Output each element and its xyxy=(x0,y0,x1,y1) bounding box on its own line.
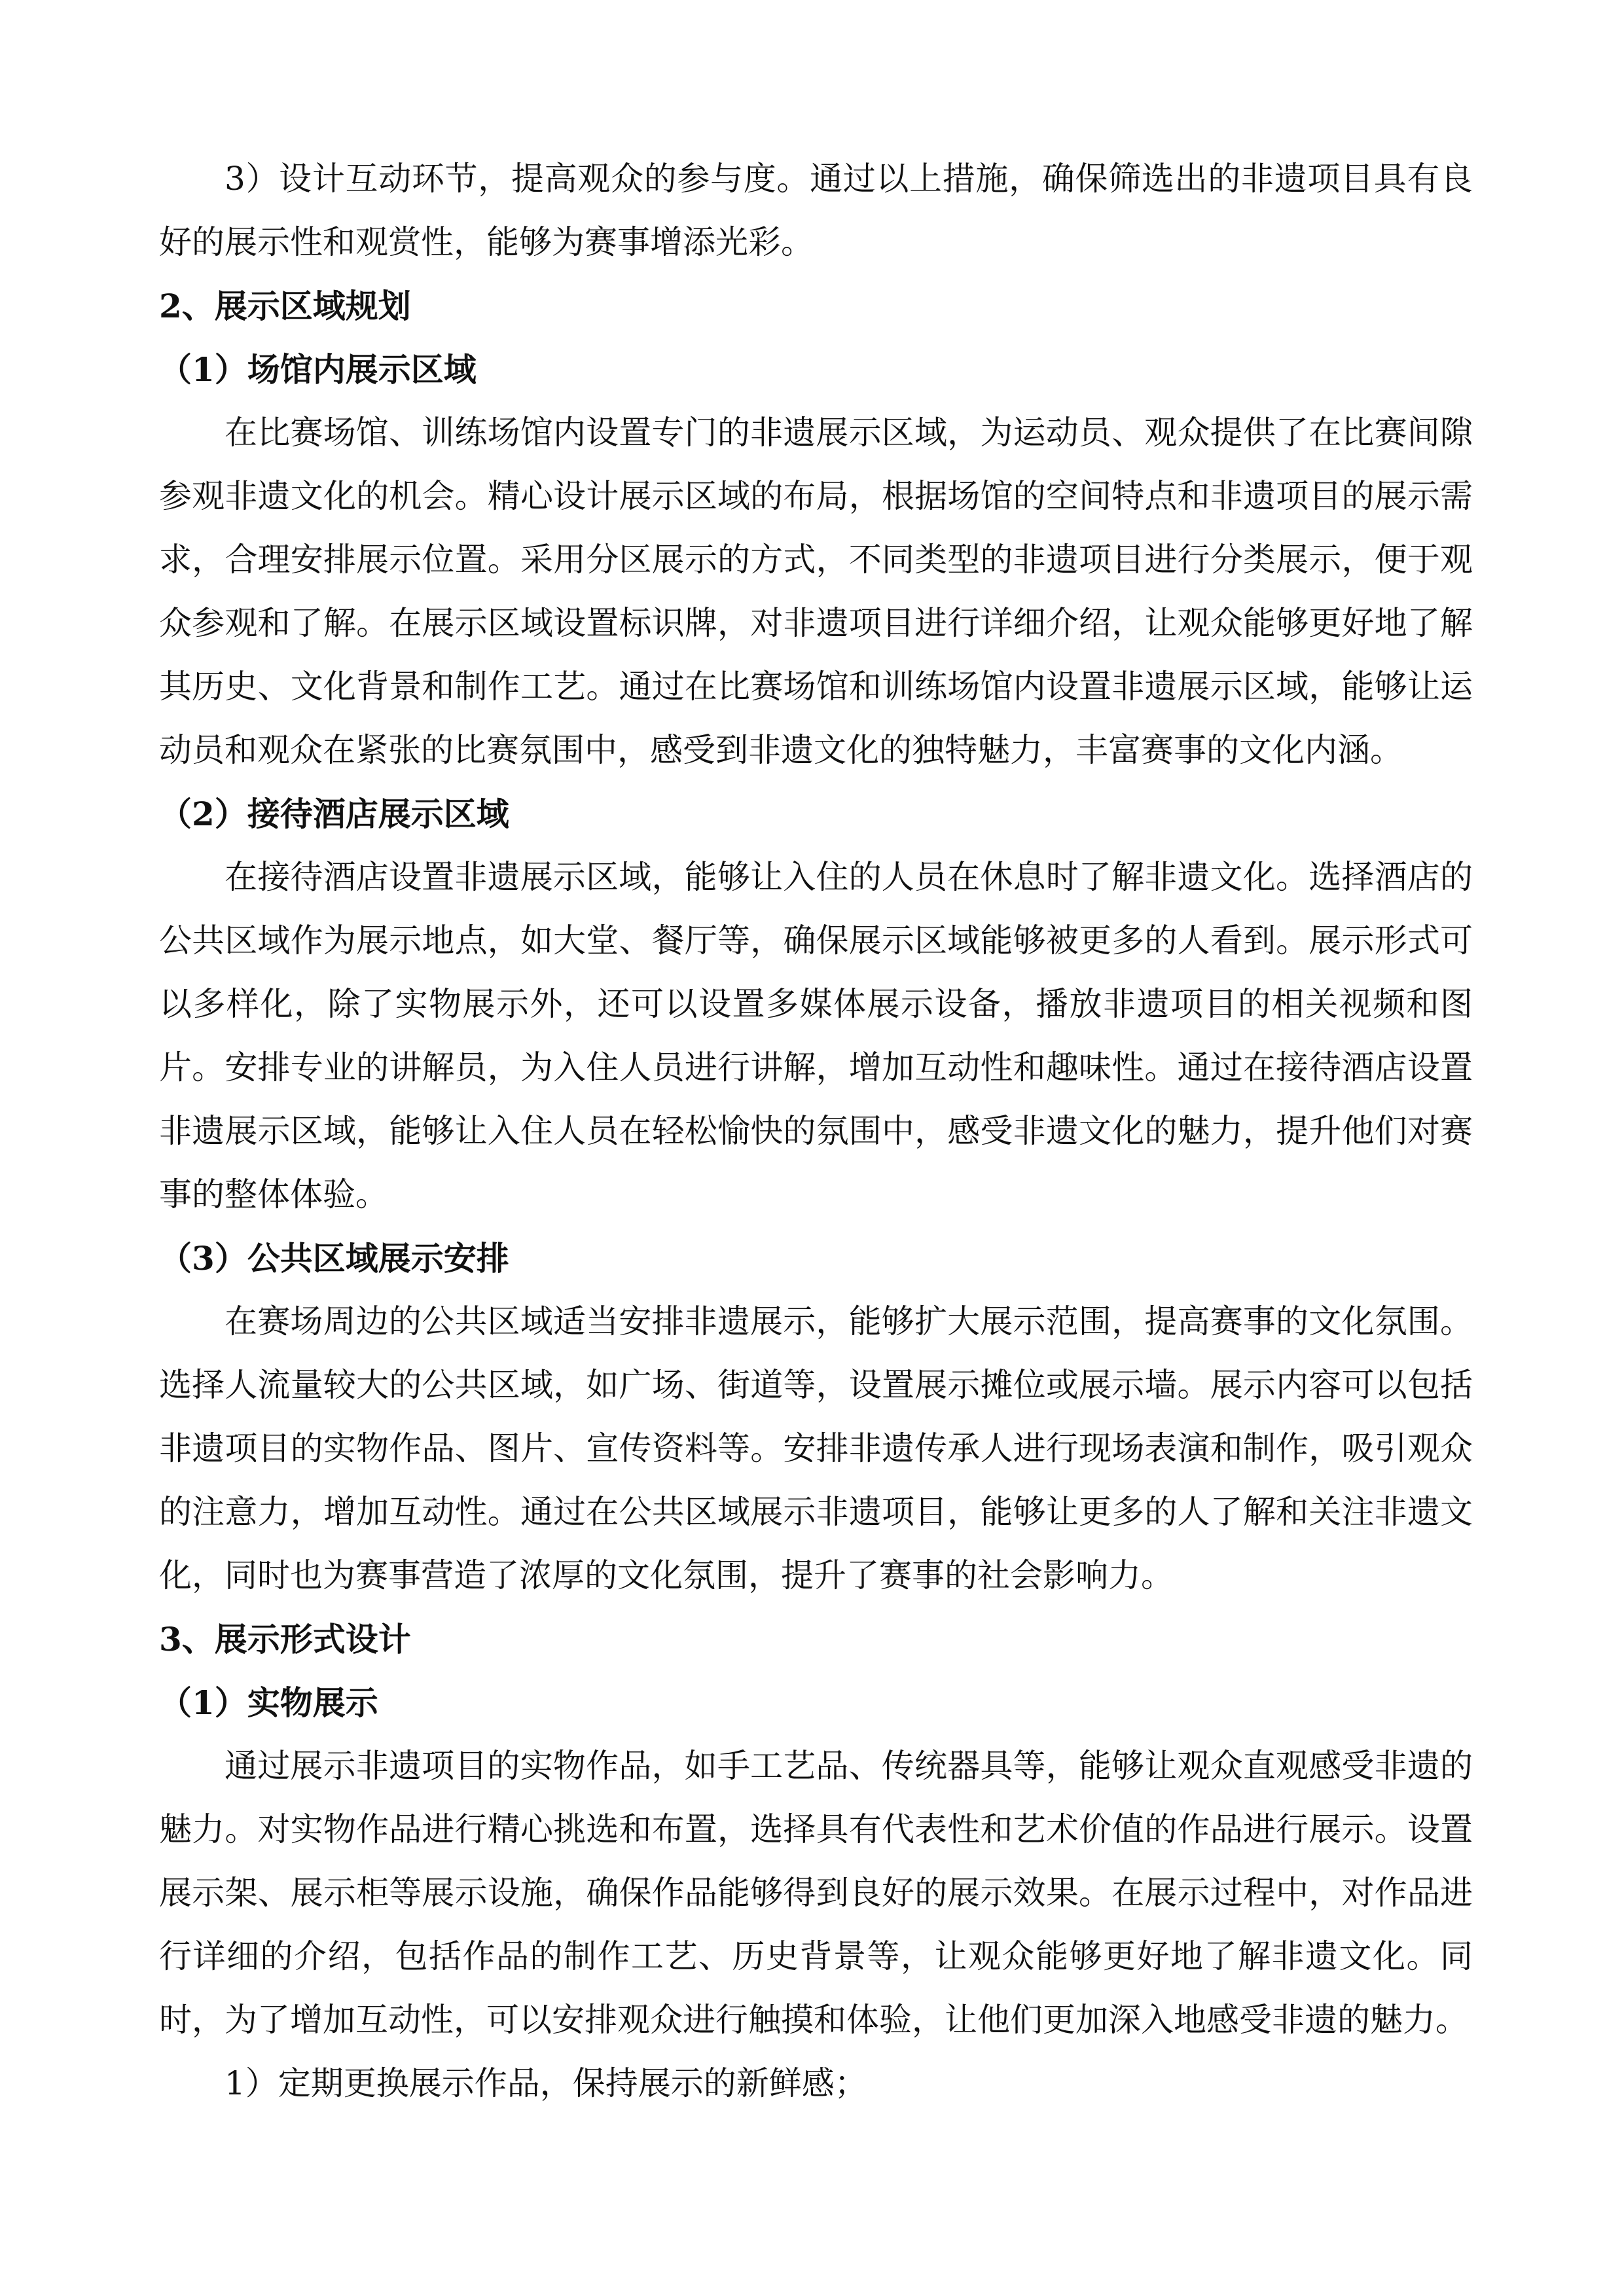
heading-venue-display-area: （1）场馆内展示区域 xyxy=(159,350,477,389)
paragraph-interactive-measures: 3）设计互动环节，提高观众的参与度。通过以上措施，确保筛选出的非遗项目具有良好的展示性和观赏性，能够为赛事增添光彩。 xyxy=(159,160,1473,261)
heading-hotel-display-area: （2）接待酒店展示区域 xyxy=(159,795,509,833)
heading-public-area-display: （3）公共区域展示安排 xyxy=(159,1239,509,1278)
list-item-rotate-works: 1）定期更换展示作品，保持展示的新鲜感； xyxy=(225,2064,867,2102)
paragraph-hotel-display-area: 在接待酒店设置非遗展示区域，能够让入住的人员在休息时了解非遗文化。选择酒店的公共区域作为展示地点，如大堂、餐厅等，确保展示区域能够被更多的人看到。展示形式可以多样化，除了实物展示外，还可以设置多媒体展示设备，播放非遗项目的相关视频和图片。安排专业的讲解员，为入住人员进行讲解，增加互动性和趣味性。通过在接待酒店设置非遗展示区域，能够让入住人员在轻松愉快的氛围中，感受非遗文化的魅力，提升他们对赛事的整体体验。 xyxy=(159,858,1473,1213)
heading-display-form-design: 3、展示形式设计 xyxy=(159,1620,411,1659)
heading-physical-display: （1）实物展示 xyxy=(159,1683,378,1722)
paragraph-public-area-display: 在赛场周边的公共区域适当安排非遗展示，能够扩大展示范围，提高赛事的文化氛围。选择人流量较大的公共区域，如广场、街道等，设置展示摊位或展示墙。展示内容可以包括非遗项目的实物作品、图片、宣传资料等。安排非遗传承人进行现场表演和制作，吸引观众的注意力，增加互动性。通过在公共区域展示非遗项目，能够让更多的人了解和关注非遗文化，同时也为赛事营造了浓厚的文化氛围，提升了赛事的社会影响力。 xyxy=(159,1302,1473,1594)
heading-display-area-planning: 2、展示区域规划 xyxy=(159,287,411,325)
paragraph-venue-display-area: 在比赛场馆、训练场馆内设置专门的非遗展示区域，为运动员、观众提供了在比赛间隙参观非遗文化的机会。精心设计展示区域的布局，根据场馆的空间特点和非遗项目的展示需求，合理安排展示位置。采用分区展示的方式，不同类型的非遗项目进行分类展示，便于观众参观和了解。在展示区域设置标识牌，对非遗项目进行详细介绍，让观众能够更好地了解其历史、文化背景和制作工艺。通过在比赛场馆和训练场馆内设置非遗展示区域，能够让运动员和观众在紧张的比赛氛围中，感受到非遗文化的独特魅力，丰富赛事的文化内涵。 xyxy=(159,414,1473,769)
paragraph-physical-display: 通过展示非遗项目的实物作品，如手工艺品、传统器具等，能够让观众直观感受非遗的魅力。对实物作品进行精心挑选和布置，选择具有代表性和艺术价值的作品进行展示。设置展示架、展示柜等展示设施，确保作品能够得到良好的展示效果。在展示过程中，对作品进行详细的介绍，包括作品的制作工艺、历史背景等，让观众能够更好地了解非遗文化。同时，为了增加互动性，可以安排观众进行触摸和体验，让他们更加深入地感受非遗的魅力。 xyxy=(159,1747,1473,2039)
document-page xyxy=(159,147,1473,2115)
